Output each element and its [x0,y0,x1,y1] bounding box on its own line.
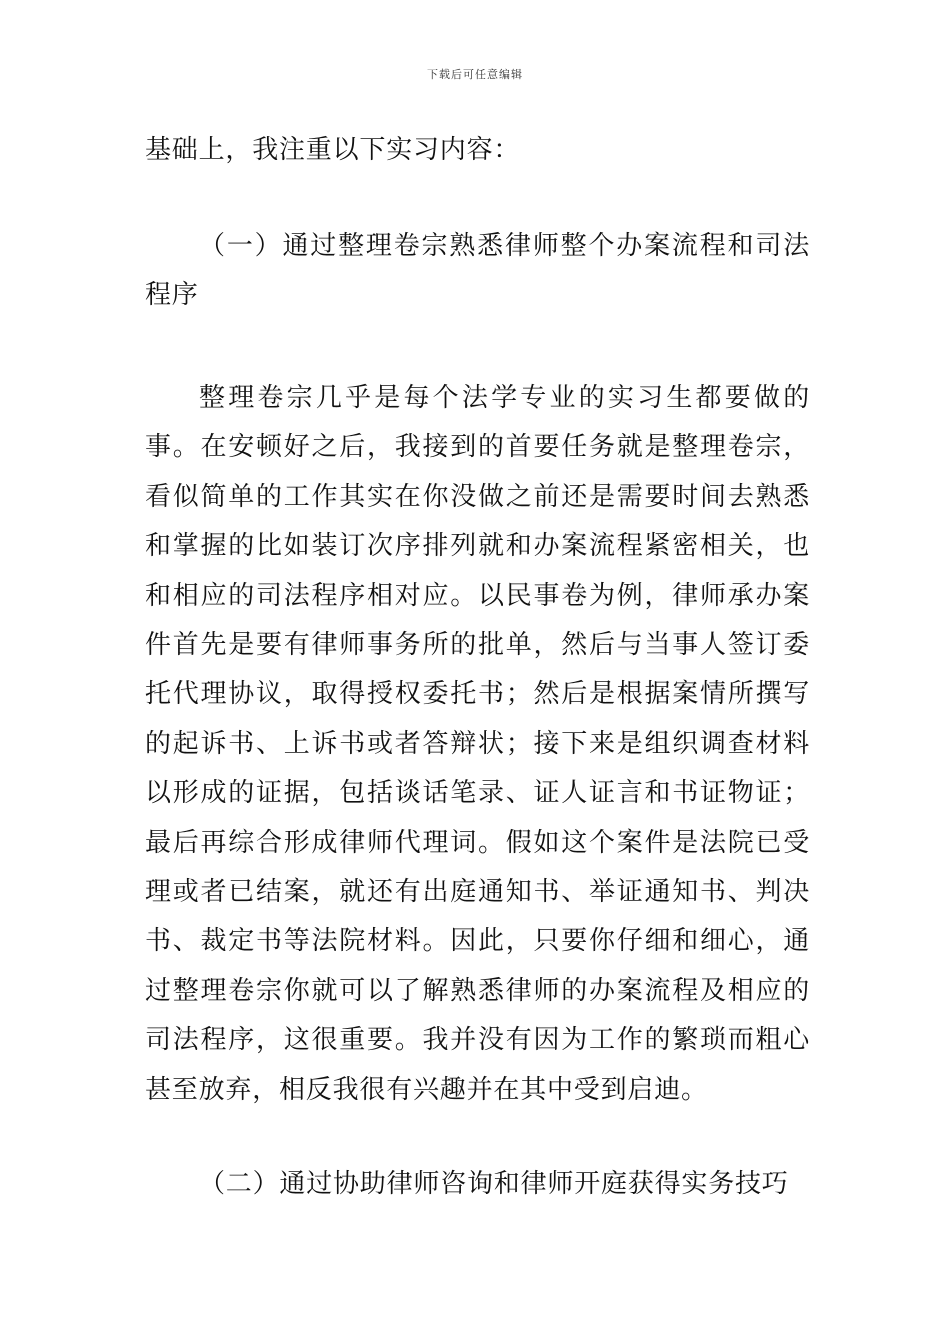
intro-line: 基础上，我注重以下实习内容： [145,135,521,165]
section1-paragraph: 整理卷宗几乎是每个法学专业的实习生都要做的事。在安顿好之后，我接到的首要任务就是整理卷宗，看似简单的工作其实在你没做之前还是需要时间去熟悉和掌握的比如装订次序排列就和办案流程紧密相关，也和相应的司法程序相对应。以民事卷为例，律师承办案件首先是要有律师事务所的批单，然后与当事人签订委托代理协议，取得授权委托书；然后是根据案情所撰写的起诉书、上诉书或者答辩状；接下来是组织调查材料以形成的证据，包括谈话笔录、证人证言和书证物证；最后再综合形成律师代理词。假如这个案件是法院已受理或者已结案，就还有出庭通知书、举证通知书、判决书、裁定书等法院材料。因此，只要你仔细和细心，通过整理卷宗你就可以了解熟悉律师的办案流程及相应的司法程序，这很重要。我并没有因为工作的繁琐而粗心甚至放弃，相反我很有兴趣并在其中受到启迪。 [145,383,810,1105]
page-header-note: 下载后可任意编辑 [427,68,523,81]
section2-heading: （二）通过协助律师咨询和律师开庭获得实务技巧 [199,1169,789,1199]
section1-heading: （一）通过整理卷宗熟悉律师整个办案流程和司法程序 [145,231,810,311]
